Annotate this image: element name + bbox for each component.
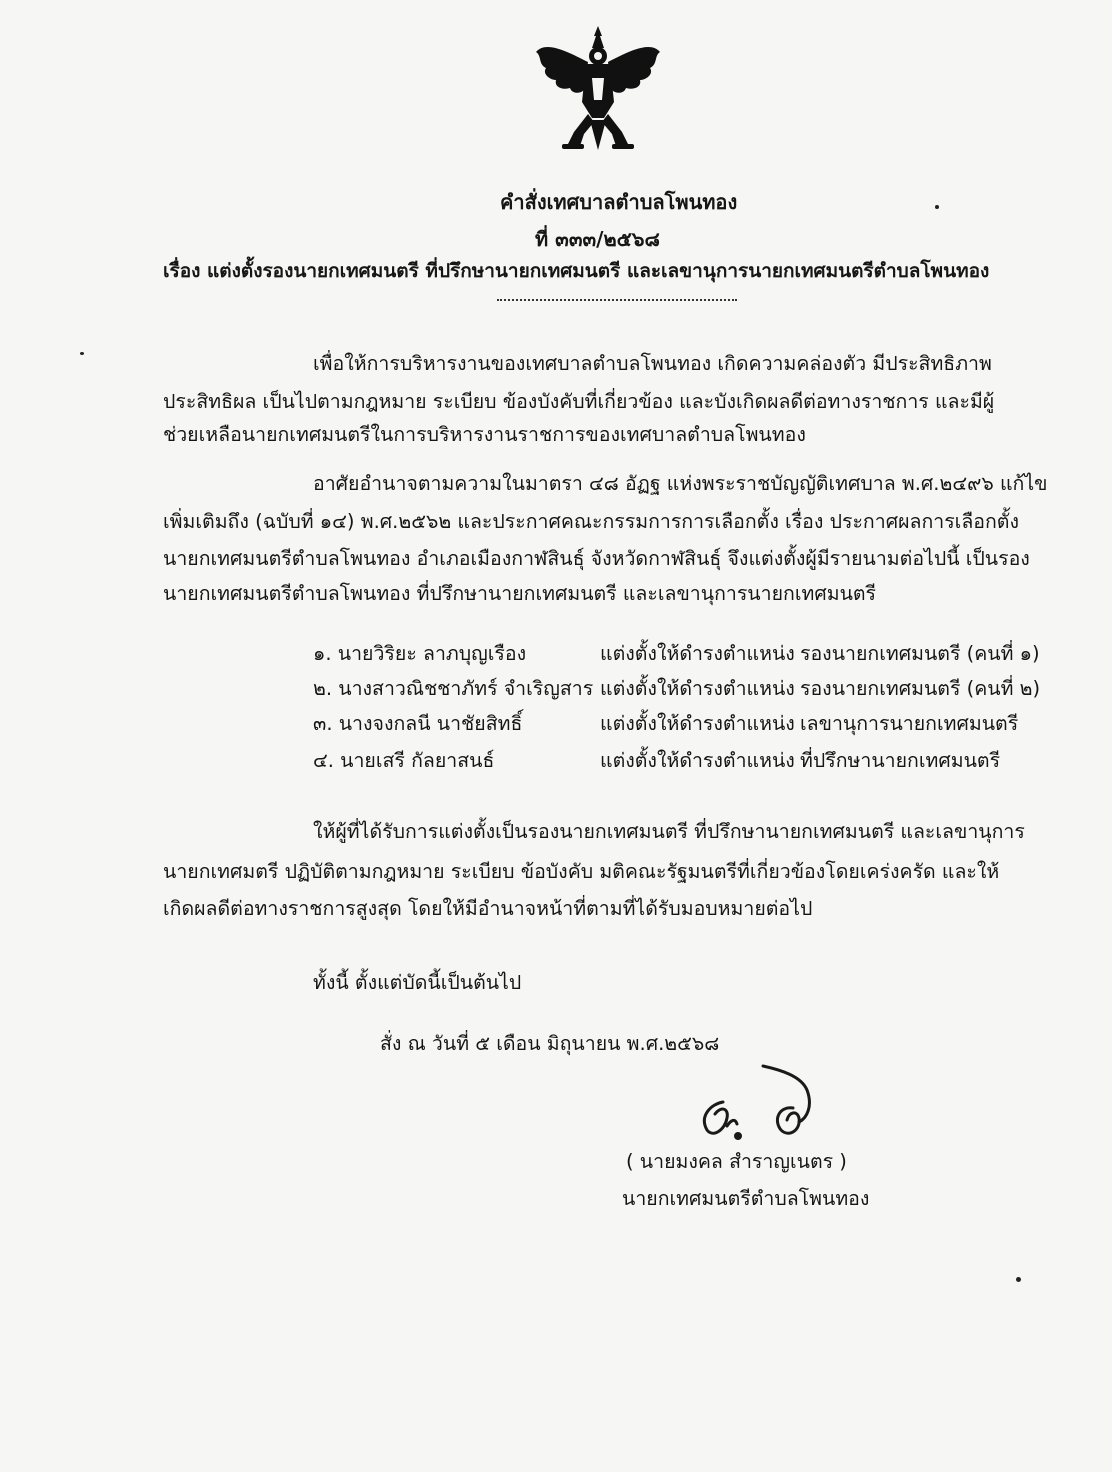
scan-speck [1016,1277,1021,1282]
order-date: สั่ง ณ วันที่ ๕ เดือน มิถุนายน พ.ศ.๒๕๖๘ [380,1032,720,1055]
appointee-name: ๑. นายวิริยะ ลาภบุญเรือง [313,642,527,665]
appointee-position: รองนายกเทศมนตรี (คนที่ ๒) [800,677,1041,700]
order-title: คำสั่งเทศบาลตำบลโพนทอง [500,190,738,214]
appointee-action: แต่งตั้งให้ดำรงตำแหน่ง [600,712,795,735]
order-number: ที่ ๓๓๓/๒๕๖๘ [535,227,660,251]
paragraph1-line2: ประสิทธิผล เป็นไปตามกฎหมาย ระเบียบ ข้องบังคับที่เกี่ยวข้อง และบังเกิดผลดีต่อทางราชการ และมีผู้ [163,390,995,413]
appointee-action: แต่งตั้งให้ดำรงตำแหน่ง [600,642,795,665]
appointee-position: รองนายกเทศมนตรี (คนที่ ๑) [800,642,1040,665]
paragraph2-line2: เพิ่มเติมถึง (ฉบับที่ ๑๔) พ.ศ.๒๕๖๒ และประกาศคณะกรรมการการเลือกตั้ง เรื่อง ประกาศผลการเลือกตั้ง [163,510,1019,533]
paragraph1-line1: เพื่อให้การบริหารงานของเทศบาลตำบลโพนทอง เกิดความคล่องตัว มีประสิทธิภาพ [313,352,992,375]
effective-statement: ทั้งนี้ ตั้งแต่บัดนี้เป็นต้นไป [313,971,522,994]
scan-speck [935,205,939,209]
paragraph2-line1: อาศัยอำนาจตามความในมาตรา ๔๘ อัฏฐ แห่งพระราชบัญญัติเทศบาล พ.ศ.๒๔๙๖ แก้ไข [313,472,1048,495]
garuda-emblem-icon [528,22,668,162]
signatory-title: นายกเทศมนตรีตำบลโพนทอง [622,1187,870,1210]
signatory-name: ( นายมงคล สำราญเนตร ) [626,1150,847,1173]
paragraph3-line1: ให้ผู้ที่ได้รับการแต่งตั้งเป็นรองนายกเทศมนตรี ที่ปรึกษานายกเทศมนตรี และเลขานุการ [313,820,1025,843]
appointee-action: แต่งตั้งให้ดำรงตำแหน่ง [600,677,795,700]
paragraph1-line3: ช่วยเหลือนายกเทศมนตรีในการบริหารงานราชการของเทศบาลตำบลโพนทอง [163,423,806,446]
appointee-name: ๓. นางจงกลนี นาชัยสิทธิ์ [313,712,523,735]
paragraph2-line4: นายกเทศมนตรีตำบลโพนทอง ที่ปรึกษานายกเทศมนตรี และเลขานุการนายกเทศมนตรี [163,582,877,605]
paragraph3-line2: นายกเทศมตรี ปฏิบัติตามกฎหมาย ระเบียบ ข้อบังคับ มติคณะรัฐมนตรีที่เกี่ยวข้องโดยเคร่งครัด และให้ [163,860,1000,883]
appointee-name: ๒. นางสาวณิชชาภัทร์ จำเริญสาร [313,677,594,700]
paragraph2-line3: นายกเทศมนตรีตำบลโพนทอง อำเภอเมืองกาฬสินธุ์ จังหวัดกาฬสินธุ์ จึงแต่งตั้งผู้มีรายนามต่อไปนี้ เป็นรอง [163,547,1030,570]
appointee-position: เลขานุการนายกเทศมนตรี [800,712,1019,735]
order-subject: เรื่อง แต่งตั้งรองนายกเทศมนตรี ที่ปรึกษานายกเทศมนตรี และเลขานุการนายกเทศมนตรีตำบลโพนทอง [163,260,990,282]
appointee-position: ที่ปรึกษานายกเทศมนตรี [800,749,1001,772]
paragraph3-line3: เกิดผลดีต่อทางราชการสูงสุด โดยให้มีอำนาจหน้าที่ตามที่ได้รับมอบหมายต่อไป [163,897,813,920]
scan-speck [80,352,84,355]
appointee-action: แต่งตั้งให้ดำรงตำแหน่ง [600,749,795,772]
dotted-separator [497,293,737,301]
appointee-name: ๔. นายเสรี กัลยาสนธ์ [313,749,495,772]
handwritten-signature [685,1060,835,1150]
